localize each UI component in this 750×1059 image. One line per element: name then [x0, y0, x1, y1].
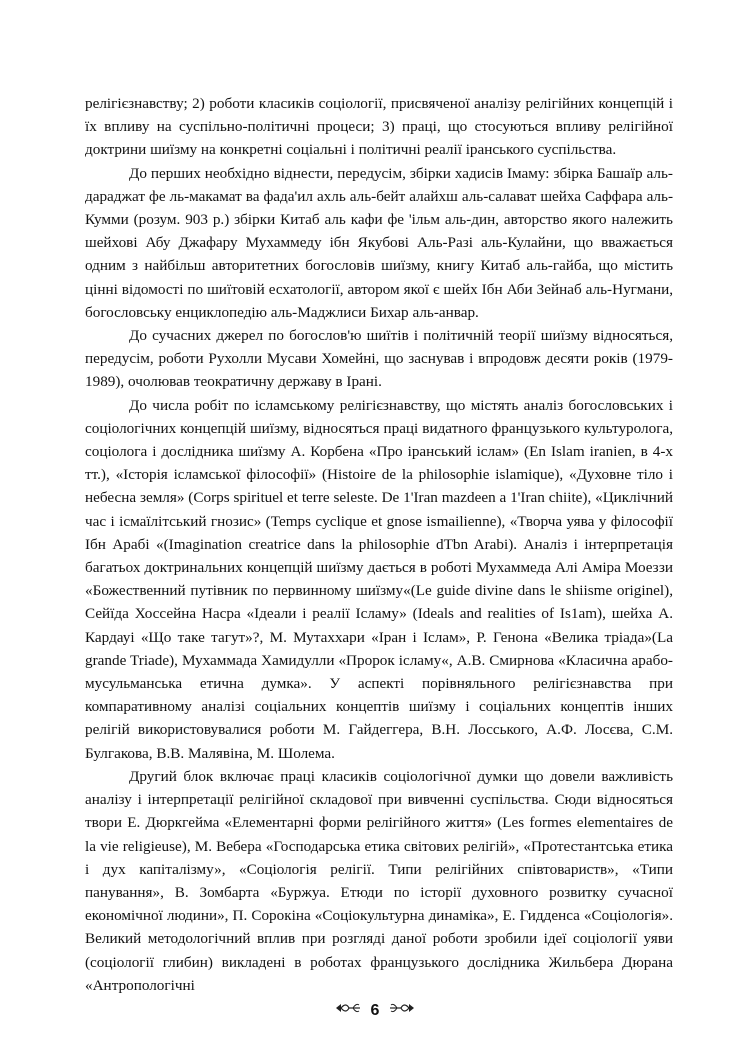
- floral-ornament-icon: [389, 1001, 415, 1020]
- body-text: [85, 92, 673, 997]
- paragraph-5: Другий блок включає праці класиків соціологічної думки що довели важливість аналізу і інтерпретації релігійної складової при вивченні суспільства. Сюди відносяться твори Е. Дюркгейма «Елементарні форми релігійного життя» (Les formes elementaires de la vie religieuse), М. Вебера «Господарська етика світових релігій», «Протестантська етика і дух капіталізму», «Соціологія релігії. Типи релігійних співтовариств», «Типи панування», В. Зомбарта «Буржуа. Етюди по історії духовного розвитку сучасної економічної людини», П. Сорокіна «Соціокультурна динаміка», Е. Гидденса «Соціологія». Великий методологічний вплив при розгляді даної роботи зробили ідеї соціології уяви (соціології глибин) викладені в роботах французького дослідника Жильбера Дюрана «Антропологічні: [85, 767, 673, 994]
- paragraph-1: релігієзнавству; 2) роботи класиків соціології, присвяченої аналізу релігійних концепцій і їх впливу на суспільно-політичні процеси; 3) праці, що стосуються впливу релігійної доктрини шиїзму на конкретні соціальні і політичні реалії іранського суспільства.: [85, 95, 673, 159]
- paragraph-4: До числа робіт по ісламському релігієзнавству, що містять аналіз богословських і соціологічних концепцій шиїзму, відносяться праці видатного французького культуролога, соціолога і дослідника шиїзму А. Корбена «Про іранський іслам» (En Islam iranien, в 4-х тт.), «Історія ісламської філософії» (Histoire de la philosophie islamique), «Духовне тіло і небесна земля» (Corps spirituel et terre seleste. De 1'Iran mazdeen a 1'Iran chiite), «Циклічний час і ісмаїлітський гнозис» (Temps cyclique et gnose ismailienne), «Творча уява у філософії Ібн Арабі «(Imagination creatrice dans la philosophie dTbn Arabi). Аналіз і інтерпретація багатьох доктринальних концепцій шиїзму дається в роботі Мухаммеда Алі Аміра Моеззи «Божественний путівник по первинному шиїзму«(Le guide divine dans le shiisme originel), Сейїда Хоссейна Насра «Ідеали і реалії Ісламу» (Ideals and realities of Is1am), шейха А. Кардауі «Що таке тагут»?, М. Мутаххари «Іран і Іслам», Р. Генона «Велика тріада»(La grande Triade), Мухаммада Хамидулли «Пророк ісламу«, А.В. Смирнова «Класична арабо-мусульманська етична думка». У аспекті порівняльного релігієзнавства при компаративному аналізі соціальних концептів шиїзму і соціальних концептів інших релігій використовувалися роботи М. Гайдеггера, В.Н. Лосського, А.Ф. Лосєва, С.М. Булгакова, В.В. Малявіна, М. Шолема.: [85, 396, 673, 762]
- page-number: 6: [370, 1001, 380, 1019]
- paragraph-3: До сучасних джерел по богослов'ю шиїтів і політичній теорії шиїзму відносяться, передусім, роботи Рухолли Мусави Хомейні, що заснував і впродовж десяти років (1979-1989), очолював теократичну державу в Ірані.: [85, 327, 673, 391]
- paragraph-2: До перших необхідно віднести, передусім, збірки хадисів Імаму: збірка Башаїр аль-дараджат фе ль-макамат ва фада'ил ахль аль-бейт алайхш аль-салават шейха Саффара аль-Кумми (розум. 903 р.) збірки Китаб аль кафи фе 'ільм аль-дин, авторство якого належить шейхові Абу Джафару Мухаммеду ібн Якубові Аль-Разі аль-Кулайни, що вважається одним з найбільш авторитетних богословів шиїзму, книгу Китаб аль-гайба, що містить цінні відомості по шиїтовій есхатології, автором якої є шейх Ібн Аби Зейнаб аль-Нугмани, богословську енциклопедію аль-Маджлиси Бихар аль-анвар.: [85, 164, 673, 321]
- page-footer: [0, 1001, 750, 1020]
- floral-ornament-icon: [335, 1001, 361, 1020]
